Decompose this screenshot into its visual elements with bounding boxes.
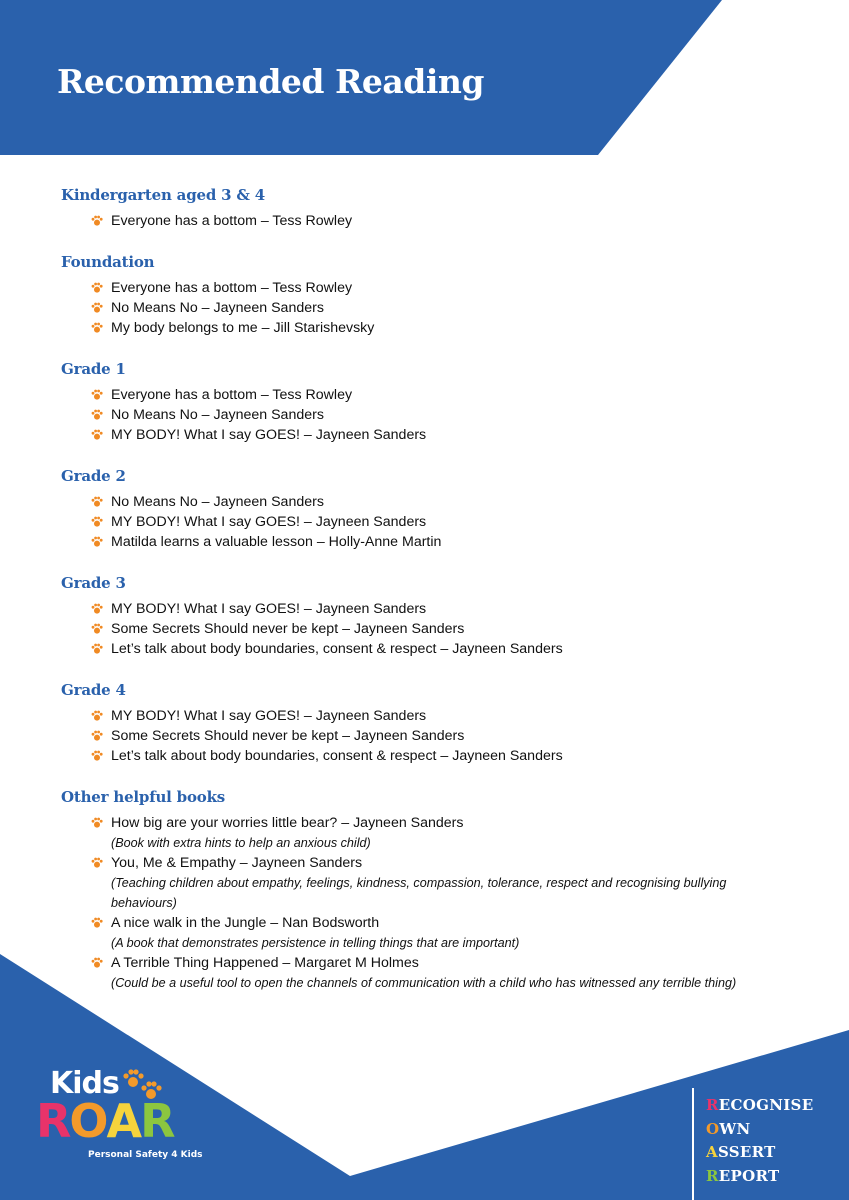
section-heading: Kindergarten aged 3 & 4 [61,186,266,204]
paw-bullet-icon [91,817,103,829]
paw-bullet-icon [91,957,103,969]
paw-bullet-icon [91,857,103,869]
logo-letter-o: O [69,1094,107,1148]
book-note: (Book with extra hints to help an anxious child) [111,836,371,850]
logo-kids-text: Kids [50,1066,119,1101]
section-heading: Foundation [61,253,155,271]
book-item [91,298,781,318]
paw-bullet-icon [91,389,103,401]
logo-roar-text [36,1096,174,1146]
book-title: MY BODY! What I say GOES! – Jayneen Sanders [111,514,427,530]
acronym-word: WN [719,1119,751,1138]
reading-section [61,788,781,993]
logo-letter-a: A [106,1094,141,1148]
book-note: (Could be a useful tool to open the channels of communication with a child who has witnessed any terrible thing) [111,976,737,990]
paw-bullet-icon [91,496,103,508]
logo-tagline: Personal Safety 4 Kids [88,1150,203,1160]
book-title: No Means No – Jayneen Sanders [111,494,324,510]
kids-roar-logo [36,1066,206,1166]
book-title: My body belongs to me – Jill Starishevsky [111,320,375,336]
paw-bullet-icon [91,710,103,722]
paw-bullet-icon [91,623,103,635]
acronym-word: ECOGNISE [718,1096,814,1114]
paw-bullet-icon [91,282,103,294]
logo-letter-r: R [140,1094,174,1148]
section-heading: Grade 4 [61,681,126,699]
acronym-line [706,1141,813,1165]
paw-bullet-icon [91,429,103,441]
book-item [91,853,781,913]
page-title: Recommended Reading [57,62,484,101]
reading-section [61,360,781,445]
book-list [61,385,781,445]
reading-section [61,574,781,659]
paw-bullet-icon [91,750,103,762]
book-note: (Teaching children about empathy, feelings, kindness, compassion, tolerance, respect and recognising bullying behaviours) [111,876,727,910]
acronym-initial: A [706,1143,718,1161]
reading-list [61,186,781,1015]
book-title: A nice walk in the Jungle – Nan Bodsworth [111,915,380,931]
acronym-initial: R [706,1166,719,1185]
book-list [61,278,781,338]
book-list [61,211,781,231]
book-title: Let’s talk about body boundaries, consent & respect – Jayneen Sanders [111,641,563,657]
book-title: Some Secrets Should never be kept – Jayneen Sanders [111,621,465,637]
book-list [61,706,781,766]
book-title: MY BODY! What I say GOES! – Jayneen Sanders [111,601,427,617]
book-title: Everyone has a bottom – Tess Rowley [111,387,353,403]
paw-bullet-icon [91,917,103,929]
book-item [91,405,781,425]
book-item [91,619,781,639]
logo-letter-r: R [36,1094,70,1148]
book-title: MY BODY! What I say GOES! – Jayneen Sanders [111,708,427,724]
reading-section [61,186,781,231]
acronym-line [706,1094,813,1118]
book-item [91,599,781,619]
acronym-word: SSERT [717,1143,776,1161]
paw-bullet-icon [91,730,103,742]
reading-section [61,467,781,552]
section-heading: Grade 2 [61,467,126,485]
book-list [61,599,781,659]
book-title: Let’s talk about body boundaries, consent & respect – Jayneen Sanders [111,748,563,764]
divider-line [692,1088,694,1200]
book-title: No Means No – Jayneen Sanders [111,300,324,316]
paw-bullet-icon [91,322,103,334]
section-heading: Other helpful books [61,788,226,806]
paw-bullet-icon [91,409,103,421]
book-title: How big are your worries little bear? – Jayneen Sanders [111,815,464,831]
acronym-line [706,1118,813,1142]
paw-bullet-icon [91,516,103,528]
section-heading: Grade 3 [61,574,126,592]
book-note: (A book that demonstrates persistence in telling things that are important) [111,936,520,950]
acronym-word: EPORT [718,1166,780,1185]
section-heading: Grade 1 [61,360,126,378]
book-item [91,211,781,231]
book-item [91,953,781,993]
paw-bullet-icon [91,603,103,615]
book-item [91,425,781,445]
acronym-initial: O [706,1119,720,1138]
paw-bullet-icon [91,643,103,655]
book-list [61,492,781,552]
paw-bullet-icon [91,536,103,548]
acronym-line [706,1165,813,1189]
book-item [91,639,781,659]
book-item [91,746,781,766]
reading-section [61,681,781,766]
book-item [91,278,781,298]
book-title: Everyone has a bottom – Tess Rowley [111,213,353,229]
book-item [91,512,781,532]
book-title: Some Secrets Should never be kept – Jayneen Sanders [111,728,465,744]
roar-acronym [706,1094,813,1188]
book-title: You, Me & Empathy – Jayneen Sanders [111,855,363,871]
book-list [61,813,781,993]
book-item [91,532,781,552]
book-item [91,813,781,853]
paw-bullet-icon [91,215,103,227]
book-item [91,706,781,726]
book-title: MY BODY! What I say GOES! – Jayneen Sanders [111,427,427,443]
acronym-initial: R [706,1096,719,1114]
book-item [91,726,781,746]
book-item [91,385,781,405]
book-title: A Terrible Thing Happened – Margaret M Holmes [111,955,419,971]
reading-section [61,253,781,338]
book-item [91,913,781,953]
book-item [91,318,781,338]
book-title: No Means No – Jayneen Sanders [111,407,324,423]
book-title: Everyone has a bottom – Tess Rowley [111,280,353,296]
book-item [91,492,781,512]
book-title: Matilda learns a valuable lesson – Holly-Anne Martin [111,534,442,550]
paw-bullet-icon [91,302,103,314]
